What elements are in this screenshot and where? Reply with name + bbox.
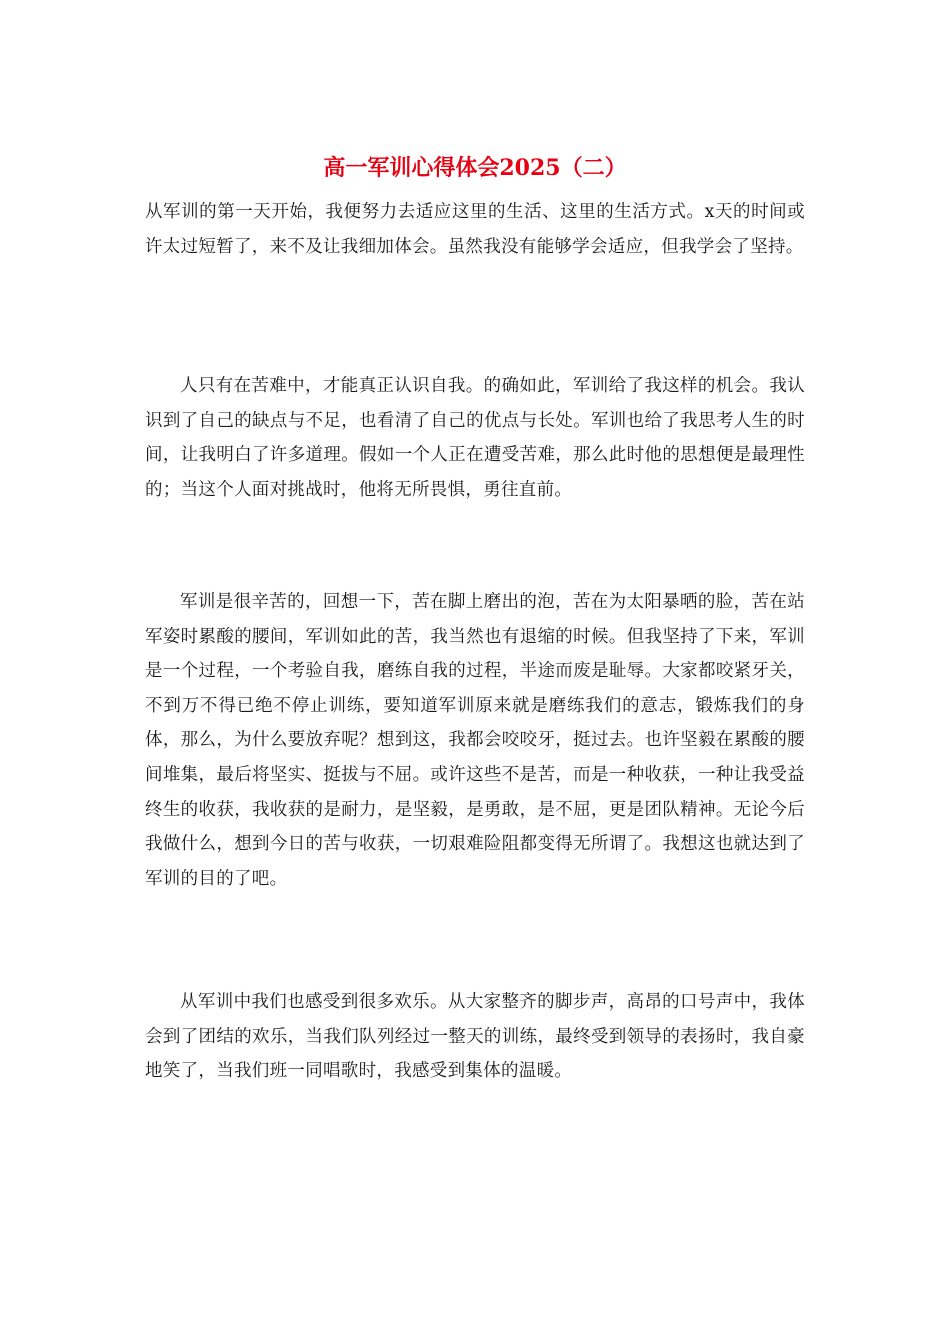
paragraph-2: 人只有在苦难中，才能真正认识自我。的确如此，军训给了我这样的机会。我认识到了自己的缺点与不足，也看清了自己的优点与长处。军训也给了我思考人生的时间，让我明白了许多道理。假如一个人正在遭受苦难，那么此时他的思想便是最理性的；当这个人面对挑战时，他将无所畏惧，勇往直前。 [145,376,805,500]
paragraph-4: 从军训中我们也感受到很多欢乐。从大家整齐的脚步声，高昂的口号声中，我体会到了团结的欢乐，当我们队列经过一整天的训练，最终受到领导的表扬时，我自豪地笑了，当我们班一同唱歌时，我感受到集体的温暖。 [145,992,805,1082]
document-title: 高一军训心得体会2025（二） [323,155,627,181]
paragraph-3: 军训是很辛苦的，回想一下，苦在脚上磨出的泡，苦在为太阳暴晒的脸，苦在站军姿时累酸的腰间，军训如此的苦，我当然也有退缩的时候。但我坚持了下来，军训是一个过程，一个考验自我，磨练自我的过程，半途而废是耻辱。大家都咬紧牙关，不到万不得已绝不停止训练，要知道军训原来就是磨练我们的意志，锻炼我们的身体，那么，为什么要放弃呢？想到这，我都会咬咬牙，挺过去。也许坚毅在累酸的腰间堆集，最后将坚实、挺拔与不屈。或许这些不是苦，而是一种收获，一种让我受益终生的收获，我收获的是耐力，是坚毅，是勇敢，是不屈，更是团队精神。无论今后我做什么，想到今日的苦与收获，一切艰难险阻都变得无所谓了。我想这也就达到了军训的目的了吧。 [145,592,805,889]
paragraph-1: 从军训的第一天开始，我便努力去适应这里的生活、这里的生活方式。x天的时间或许太过短暂了，来不及让我细加体会。虽然我没有能够学会适应，但我学会了坚持。 [145,202,805,257]
